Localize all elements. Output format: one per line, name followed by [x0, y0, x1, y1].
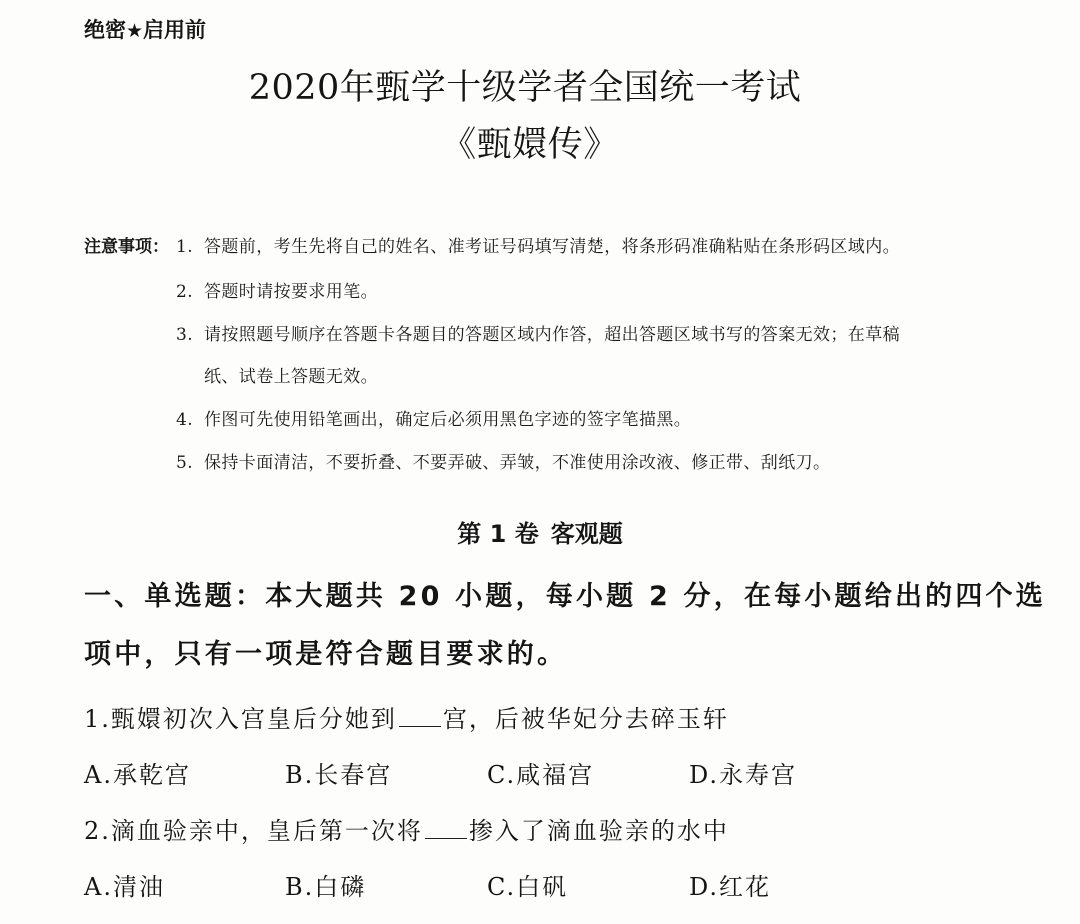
notice-text: 保持卡面清洁，不要折叠、不要弄破、弄皱，不准使用涂改液、修正带、刮纸刀。 [204, 453, 831, 473]
option-d: D.红花 [689, 873, 772, 901]
notice-text: 答题时请按要求用笔。 [204, 282, 378, 302]
answer-blank [425, 820, 467, 839]
part-heading-line2: 项中，只有一项是符合题目要求的。 [84, 639, 568, 670]
notice-number: 2. [176, 282, 194, 302]
option-a: A.清油 [84, 873, 165, 901]
notice-number: 5. [176, 453, 194, 473]
volume-name: 客观题 [550, 520, 623, 548]
notice-text: 作图可先使用铅笔画出，确定后必须用黑色字迹的签字笔描黑。 [204, 410, 692, 430]
notice-item [176, 448, 830, 473]
option-c: C.咸福宫 [487, 761, 595, 789]
notice-text: 纸、试卷上答题无效。 [204, 367, 378, 387]
question-text-before: 2.滴血验亲中，皇后第一次将 [84, 817, 423, 845]
exam-title: 2020年甄学十级学者全国统一考试 [248, 68, 802, 108]
before-use-label: 启用前 [143, 18, 207, 42]
notice-item [176, 277, 378, 302]
notice-number: 3. [176, 325, 194, 345]
notice-label: 注意事项： [84, 237, 169, 257]
question-text-after: 掺入了滴血验亲的水中 [468, 817, 729, 845]
notice-item [176, 405, 691, 430]
option-b: B.长春宫 [285, 761, 393, 789]
answer-blank [399, 708, 441, 727]
volume-label: 第 1 卷 [457, 520, 539, 548]
notice-number: 1. [176, 237, 194, 257]
notice-text: 答题前，考生先将自己的姓名、准考证号码填写清楚，将条形码准确粘贴在条形码区域内。 [204, 237, 900, 257]
part-heading-line1: 一、单选题：本大题共 20 小题，每小题 2 分，在每小题给出的四个选 [84, 581, 1046, 612]
notice-item-continued [204, 362, 378, 387]
option-d: D.永寿宫 [689, 761, 798, 789]
question-text-before: 1.甄嬛初次入宫皇后分她到 [84, 705, 397, 733]
section-title [0, 514, 1080, 549]
question-stem [84, 699, 729, 734]
notice-text: 请按照题号顺序在答题卡各题目的答题区域内作答，超出答题区域书写的答案无效；在草稿 [204, 325, 900, 345]
option-b: B.白磷 [285, 873, 367, 901]
exam-subtitle: 《甄嬛传》 [441, 125, 619, 165]
star-icon: ★ [126, 20, 144, 42]
question-stem [84, 811, 729, 846]
option-c: C.白矾 [487, 873, 569, 901]
notice-item [176, 232, 900, 257]
question-text-after: 宫，后被华妃分去碎玉轩 [442, 705, 729, 733]
notice-number: 4. [176, 410, 194, 430]
confidential-mark [84, 14, 206, 44]
option-a: A.承乾宫 [84, 761, 191, 789]
notice-item [176, 320, 900, 345]
confidential-label: 绝密 [84, 18, 126, 42]
